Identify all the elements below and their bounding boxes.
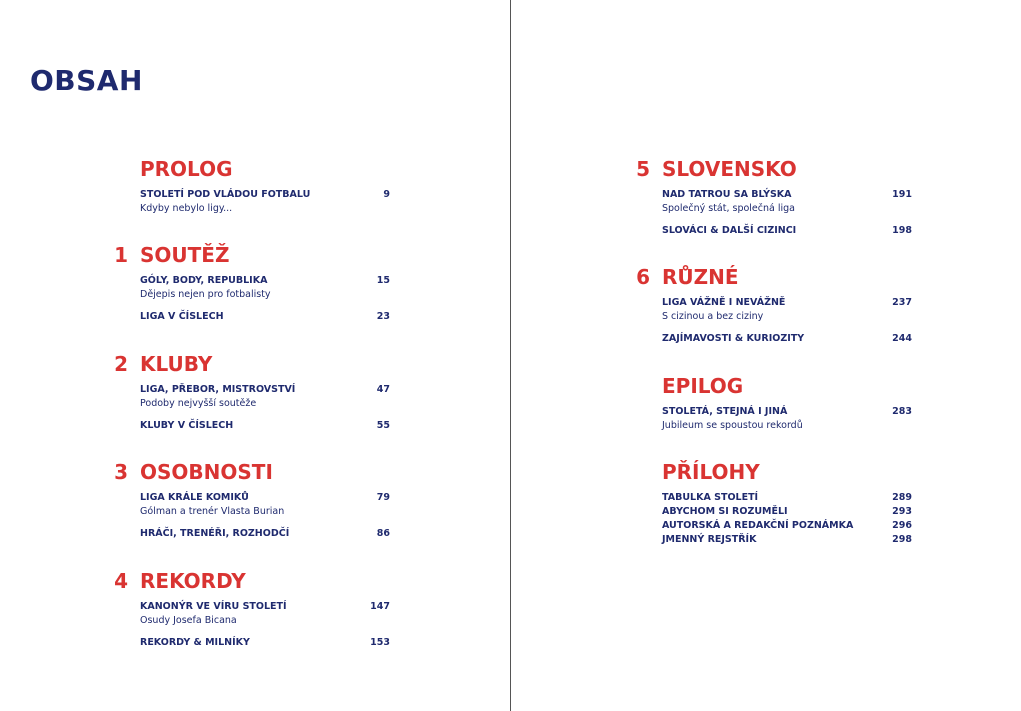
toc-entry[interactable]	[140, 419, 390, 433]
entry-subtitle: Osudy Josefa Bicana	[140, 615, 237, 626]
entry-title: LIGA VÁŽNĚ I NEVÁŽNĚ	[662, 297, 786, 308]
entry-page: 289	[892, 492, 912, 503]
entry-title: JMENNÝ REJSTŘÍK	[662, 534, 757, 545]
section-heading	[108, 156, 390, 182]
entry-title: KLUBY V ČÍSLECH	[140, 420, 234, 431]
toc-entry[interactable]	[140, 383, 390, 411]
toc-entry[interactable]	[662, 505, 912, 519]
entry-title: STOLETÍ POD VLÁDOU FOTBALU	[140, 189, 311, 200]
section-number: 2	[114, 352, 128, 376]
entry-page: 15	[376, 275, 390, 286]
entry-page: 23	[376, 311, 390, 322]
section-heading	[108, 351, 390, 377]
entry-title: KANONÝR VE VÍRU STOLETÍ	[140, 601, 287, 612]
entry-title: LIGA V ČÍSLECH	[140, 311, 224, 322]
section-number: 1	[114, 243, 128, 267]
entry-subtitle: Dějepis nejen pro fotbalisty	[140, 289, 271, 300]
entry-page: 298	[892, 534, 912, 545]
toc-entry[interactable]	[140, 274, 390, 302]
entry-subtitle: Kdyby nebylo ligy...	[140, 203, 233, 214]
section-slovensko	[630, 156, 912, 238]
entry-page: 79	[376, 492, 390, 503]
section-number: 6	[636, 265, 650, 289]
page-title: OBSAH	[30, 64, 143, 97]
section-prolog	[108, 156, 390, 216]
section-title: PROLOG	[140, 157, 233, 181]
section-rekordy	[108, 568, 390, 650]
section-prilohy	[630, 459, 912, 547]
section-kluby	[108, 351, 390, 433]
entry-subtitle: Jubileum se spoustou rekordů	[662, 420, 803, 431]
entry-title: ABYCHOM SI ROZUMĚLI	[662, 506, 788, 517]
toc-entry[interactable]	[662, 405, 912, 433]
entry-title: STOLETÁ, STEJNÁ I JINÁ	[662, 406, 788, 417]
section-title: SLOVENSKO	[662, 157, 797, 181]
entry-page: 244	[892, 333, 912, 344]
toc-entry[interactable]	[662, 519, 912, 533]
toc-entry[interactable]	[662, 224, 912, 238]
entry-title: ZAJÍMAVOSTI & KURIOZITY	[662, 333, 805, 344]
entry-page: 283	[892, 406, 912, 417]
entry-title: HRÁČI, TRENÉŘI, ROZHODČÍ	[140, 528, 290, 539]
section-heading	[108, 242, 390, 268]
entry-page: 86	[376, 528, 390, 539]
section-title: PŘÍLOHY	[662, 460, 760, 484]
section-title: SOUTĚŽ	[140, 243, 230, 267]
toc-entry[interactable]	[662, 533, 912, 547]
section-heading	[630, 459, 912, 485]
section-heading	[630, 373, 912, 399]
section-epilog	[630, 373, 912, 433]
section-title: OSOBNOSTI	[140, 460, 273, 484]
entry-title: GÓLY, BODY, REPUBLIKA	[140, 275, 268, 286]
toc-entry[interactable]	[662, 296, 912, 324]
toc-entry[interactable]	[662, 332, 912, 346]
section-title: KLUBY	[140, 352, 213, 376]
section-title: EPILOG	[662, 374, 744, 398]
section-number: 3	[114, 460, 128, 484]
toc-entry[interactable]	[662, 188, 912, 216]
entry-subtitle: S cizinou a bez ciziny	[662, 311, 764, 322]
section-title: REKORDY	[140, 569, 246, 593]
entry-page: 153	[370, 637, 390, 648]
entry-title: LIGA, PŘEBOR, MISTROVSTVÍ	[140, 384, 296, 395]
entry-title: LIGA KRÁLE KOMIKŮ	[140, 492, 249, 503]
section-heading	[108, 459, 390, 485]
section-number: 4	[114, 569, 128, 593]
entry-page: 147	[370, 601, 390, 612]
section-number: 5	[636, 157, 650, 181]
entry-page: 237	[892, 297, 912, 308]
toc-entry[interactable]	[140, 188, 390, 216]
toc-entry[interactable]	[140, 636, 390, 650]
toc-entry[interactable]	[662, 491, 912, 505]
toc-entry[interactable]	[140, 310, 390, 324]
section-osobnosti	[108, 459, 390, 541]
toc-entry[interactable]	[140, 600, 390, 628]
section-title: RŮZNÉ	[662, 265, 739, 289]
entry-page: 198	[892, 225, 912, 236]
section-ruzne	[630, 264, 912, 346]
entry-subtitle: Společný stát, společná liga	[662, 203, 795, 214]
entry-page: 293	[892, 506, 912, 517]
section-heading	[108, 568, 390, 594]
section-heading	[630, 156, 912, 182]
section-heading	[630, 264, 912, 290]
page-divider	[510, 0, 511, 711]
entry-page: 191	[892, 189, 912, 200]
toc-entry[interactable]	[140, 527, 390, 541]
entry-subtitle: Podoby nejvyšší soutěže	[140, 398, 257, 409]
entry-title: AUTORSKÁ A REDAKČNÍ POZNÁMKA	[662, 520, 854, 531]
entry-title: REKORDY & MILNÍKY	[140, 637, 250, 648]
entry-page: 9	[383, 189, 390, 200]
entry-page: 47	[376, 384, 390, 395]
entry-title: TABULKA STOLETÍ	[662, 492, 759, 503]
entry-subtitle: Gólman a trenér Vlasta Burian	[140, 506, 285, 517]
entry-title: SLOVÁCI & DALŠÍ CIZINCI	[662, 225, 797, 236]
toc-entry[interactable]	[140, 491, 390, 519]
entry-title: NAD TATROU SA BLÝSKA	[662, 189, 792, 200]
entry-page: 296	[892, 520, 912, 531]
entry-page: 55	[376, 420, 390, 431]
section-soutez	[108, 242, 390, 324]
